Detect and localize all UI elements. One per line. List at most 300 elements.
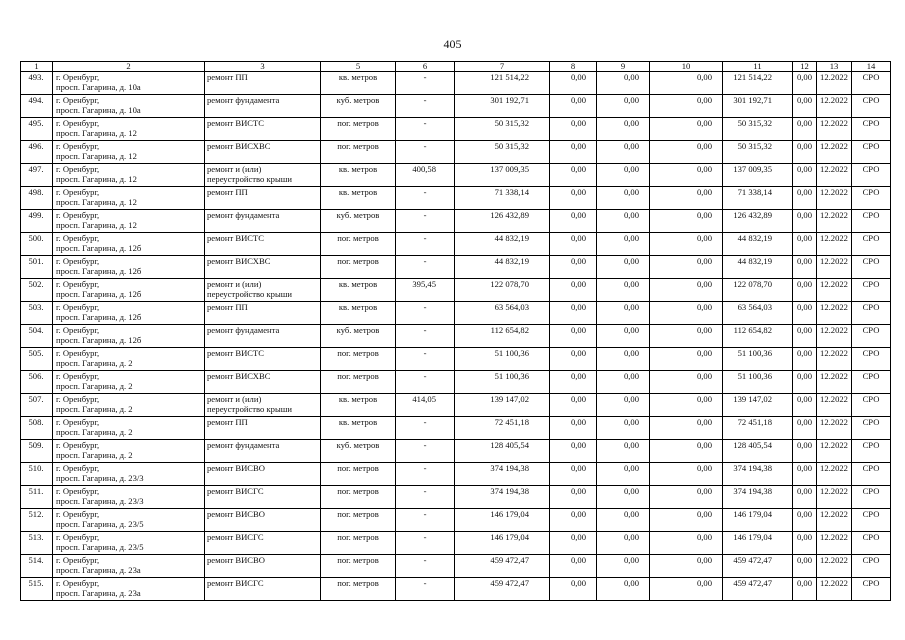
col12-cell: 0,00 (793, 256, 817, 279)
address-city: г. Оренбург, (56, 440, 100, 450)
col11-cell: 121 514,22 (723, 72, 793, 95)
address-city: г. Оренбург, (56, 118, 100, 128)
col12-cell: 0,00 (793, 555, 817, 578)
col10-cell: 0,00 (650, 210, 723, 233)
work-type-cell (205, 141, 321, 164)
row-number-cell: 512. (21, 509, 53, 532)
work-type-cell (205, 233, 321, 256)
date-cell: 12.2022 (817, 141, 852, 164)
address-city: г. Оренбург, (56, 302, 100, 312)
cost-cell: 50 315,32 (455, 118, 550, 141)
unit-cell: пог. метров (321, 532, 396, 555)
row-number-cell: 497. (21, 164, 53, 187)
row-number-cell: 515. (21, 578, 53, 601)
source-cell: СРО (852, 187, 891, 210)
column-header: 11 (723, 62, 793, 72)
col10-cell: 0,00 (650, 233, 723, 256)
source-cell: СРО (852, 325, 891, 348)
unit-cell: кв. метров (321, 417, 396, 440)
work-type-line1: ремонт ВИСТС (207, 118, 265, 128)
address-street: просп. Гагарина, д. 12б (56, 312, 142, 322)
col9-cell: 0,00 (597, 164, 650, 187)
table-row (21, 394, 891, 417)
address-city: г. Оренбург, (56, 72, 100, 82)
source-cell: СРО (852, 440, 891, 463)
col10-cell: 0,00 (650, 302, 723, 325)
address-street: просп. Гагарина, д. 2 (56, 404, 133, 414)
cost-cell: 374 194,38 (455, 463, 550, 486)
unit-cell: пог. метров (321, 555, 396, 578)
source-cell: СРО (852, 233, 891, 256)
source-cell: СРО (852, 532, 891, 555)
register-table (20, 61, 891, 601)
unit-cell: пог. метров (321, 509, 396, 532)
date-cell: 12.2022 (817, 210, 852, 233)
unit-cell: пог. метров (321, 463, 396, 486)
address-city: г. Оренбург, (56, 279, 100, 289)
address-street: просп. Гагарина, д. 12б (56, 335, 142, 345)
row-number-cell: 493. (21, 72, 53, 95)
col11-cell: 146 179,04 (723, 532, 793, 555)
col11-cell: 50 315,32 (723, 118, 793, 141)
row-number-cell: 514. (21, 555, 53, 578)
col8-cell: 0,00 (550, 532, 597, 555)
work-type-line1: ремонт ВИСГС (207, 486, 264, 496)
date-cell: 12.2022 (817, 164, 852, 187)
col11-cell: 63 564,03 (723, 302, 793, 325)
quantity-cell: - (396, 348, 455, 371)
address-city: г. Оренбург, (56, 509, 100, 519)
unit-cell: куб. метров (321, 325, 396, 348)
unit-cell: пог. метров (321, 141, 396, 164)
work-type-line1: ремонт ВИСВО (207, 555, 265, 565)
source-cell: СРО (852, 95, 891, 118)
unit-cell: пог. метров (321, 233, 396, 256)
col8-cell: 0,00 (550, 440, 597, 463)
quantity-cell: - (396, 509, 455, 532)
page-number: 405 (443, 37, 462, 51)
row-number-cell: 494. (21, 95, 53, 118)
col9-cell: 0,00 (597, 486, 650, 509)
address-city: г. Оренбург, (56, 394, 100, 404)
col9-cell: 0,00 (597, 279, 650, 302)
col11-cell: 459 472,47 (723, 578, 793, 601)
cost-cell: 50 315,32 (455, 141, 550, 164)
col8-cell: 0,00 (550, 417, 597, 440)
address-city: г. Оренбург, (56, 325, 100, 335)
address-cell (53, 141, 205, 164)
address-street: просп. Гагарина, д. 12 (56, 151, 137, 161)
work-type-line1: ремонт и (или) (207, 164, 262, 174)
column-header: 12 (793, 62, 817, 72)
col9-cell: 0,00 (597, 302, 650, 325)
table-body (21, 72, 891, 601)
col12-cell: 0,00 (793, 95, 817, 118)
cost-cell: 72 451,18 (455, 417, 550, 440)
col11-cell: 51 100,36 (723, 371, 793, 394)
col10-cell: 0,00 (650, 141, 723, 164)
quantity-cell: 400,58 (396, 164, 455, 187)
address-city: г. Оренбург, (56, 486, 100, 496)
column-header: 9 (597, 62, 650, 72)
col9-cell: 0,00 (597, 187, 650, 210)
col12-cell: 0,00 (793, 417, 817, 440)
col10-cell: 0,00 (650, 118, 723, 141)
quantity-cell: - (396, 118, 455, 141)
address-city: г. Оренбург, (56, 141, 100, 151)
address-street: просп. Гагарина, д. 12 (56, 220, 137, 230)
col11-cell: 50 315,32 (723, 141, 793, 164)
table-row (21, 486, 891, 509)
cost-cell: 137 009,35 (455, 164, 550, 187)
table-row (21, 72, 891, 95)
col10-cell: 0,00 (650, 555, 723, 578)
column-header: 6 (396, 62, 455, 72)
address-cell (53, 463, 205, 486)
work-type-cell (205, 72, 321, 95)
col8-cell: 0,00 (550, 371, 597, 394)
work-type-cell (205, 532, 321, 555)
row-number-cell: 503. (21, 302, 53, 325)
cost-cell: 139 147,02 (455, 394, 550, 417)
address-cell (53, 532, 205, 555)
address-cell (53, 164, 205, 187)
col12-cell: 0,00 (793, 486, 817, 509)
table-row (21, 187, 891, 210)
work-type-cell (205, 210, 321, 233)
unit-cell: кв. метров (321, 394, 396, 417)
address-city: г. Оренбург, (56, 95, 100, 105)
address-city: г. Оренбург, (56, 233, 100, 243)
cost-cell: 459 472,47 (455, 578, 550, 601)
row-number-cell: 502. (21, 279, 53, 302)
cost-cell: 44 832,19 (455, 256, 550, 279)
cost-cell: 122 078,70 (455, 279, 550, 302)
cost-cell: 374 194,38 (455, 486, 550, 509)
col8-cell: 0,00 (550, 578, 597, 601)
col10-cell: 0,00 (650, 348, 723, 371)
col11-cell: 72 451,18 (723, 417, 793, 440)
cost-cell: 459 472,47 (455, 555, 550, 578)
col11-cell: 137 009,35 (723, 164, 793, 187)
column-header: 3 (205, 62, 321, 72)
col11-cell: 459 472,47 (723, 555, 793, 578)
source-cell: СРО (852, 394, 891, 417)
address-cell (53, 555, 205, 578)
date-cell: 12.2022 (817, 532, 852, 555)
col10-cell: 0,00 (650, 417, 723, 440)
col8-cell: 0,00 (550, 164, 597, 187)
address-cell (53, 118, 205, 141)
col9-cell: 0,00 (597, 348, 650, 371)
col12-cell: 0,00 (793, 302, 817, 325)
work-type-line1: ремонт ПП (207, 72, 248, 82)
quantity-cell: - (396, 440, 455, 463)
work-type-line2: переустройство крыши (207, 174, 292, 184)
address-street: просп. Гагарина, д. 12 (56, 174, 137, 184)
column-number-row (21, 62, 891, 72)
col10-cell: 0,00 (650, 578, 723, 601)
table-row (21, 141, 891, 164)
address-cell (53, 187, 205, 210)
cost-cell: 112 654,82 (455, 325, 550, 348)
row-number-cell: 506. (21, 371, 53, 394)
col11-cell: 44 832,19 (723, 233, 793, 256)
table-row (21, 417, 891, 440)
column-header: 13 (817, 62, 852, 72)
column-header: 8 (550, 62, 597, 72)
row-number-cell: 508. (21, 417, 53, 440)
col10-cell: 0,00 (650, 279, 723, 302)
unit-cell: кв. метров (321, 187, 396, 210)
source-cell: СРО (852, 371, 891, 394)
unit-cell: кв. метров (321, 164, 396, 187)
cost-cell: 51 100,36 (455, 348, 550, 371)
table-row (21, 302, 891, 325)
address-street: просп. Гагарина, д. 12б (56, 243, 142, 253)
col9-cell: 0,00 (597, 371, 650, 394)
table-row (21, 95, 891, 118)
col8-cell: 0,00 (550, 302, 597, 325)
source-cell: СРО (852, 72, 891, 95)
date-cell: 12.2022 (817, 440, 852, 463)
quantity-cell: - (396, 371, 455, 394)
work-type-line1: ремонт ПП (207, 302, 248, 312)
address-city: г. Оренбург, (56, 417, 100, 427)
row-number-cell: 498. (21, 187, 53, 210)
row-number-cell: 500. (21, 233, 53, 256)
col12-cell: 0,00 (793, 118, 817, 141)
unit-cell: куб. метров (321, 210, 396, 233)
table-row (21, 325, 891, 348)
table-row (21, 118, 891, 141)
col12-cell: 0,00 (793, 509, 817, 532)
row-number-cell: 510. (21, 463, 53, 486)
date-cell: 12.2022 (817, 348, 852, 371)
address-cell (53, 348, 205, 371)
quantity-cell: - (396, 417, 455, 440)
work-type-line1: ремонт ПП (207, 187, 248, 197)
table-row (21, 509, 891, 532)
date-cell: 12.2022 (817, 578, 852, 601)
source-cell: СРО (852, 164, 891, 187)
address-street: просп. Гагарина, д. 23/5 (56, 542, 144, 552)
address-city: г. Оренбург, (56, 463, 100, 473)
col9-cell: 0,00 (597, 532, 650, 555)
col12-cell: 0,00 (793, 463, 817, 486)
column-header: 14 (852, 62, 891, 72)
address-street: просп. Гагарина, д. 23/5 (56, 519, 144, 529)
row-number-cell: 496. (21, 141, 53, 164)
cost-cell: 146 179,04 (455, 532, 550, 555)
col8-cell: 0,00 (550, 279, 597, 302)
col8-cell: 0,00 (550, 555, 597, 578)
col11-cell: 146 179,04 (723, 509, 793, 532)
address-cell (53, 233, 205, 256)
work-type-cell (205, 302, 321, 325)
address-city: г. Оренбург, (56, 256, 100, 266)
source-cell: СРО (852, 118, 891, 141)
cost-cell: 126 432,89 (455, 210, 550, 233)
row-number-cell: 513. (21, 532, 53, 555)
work-type-cell (205, 578, 321, 601)
work-type-cell (205, 118, 321, 141)
unit-cell: кв. метров (321, 302, 396, 325)
table-row (21, 578, 891, 601)
unit-cell: пог. метров (321, 256, 396, 279)
work-type-line1: ремонт и (или) (207, 279, 262, 289)
address-cell (53, 279, 205, 302)
table-row (21, 210, 891, 233)
col9-cell: 0,00 (597, 578, 650, 601)
work-type-cell (205, 463, 321, 486)
table-row (21, 532, 891, 555)
col11-cell: 301 192,71 (723, 95, 793, 118)
column-header: 5 (321, 62, 396, 72)
source-cell: СРО (852, 256, 891, 279)
date-cell: 12.2022 (817, 371, 852, 394)
cost-cell: 71 338,14 (455, 187, 550, 210)
date-cell: 12.2022 (817, 233, 852, 256)
unit-cell: пог. метров (321, 118, 396, 141)
date-cell: 12.2022 (817, 509, 852, 532)
cost-cell: 51 100,36 (455, 371, 550, 394)
col10-cell: 0,00 (650, 486, 723, 509)
col12-cell: 0,00 (793, 348, 817, 371)
source-cell: СРО (852, 509, 891, 532)
address-city: г. Оренбург, (56, 348, 100, 358)
source-cell: СРО (852, 486, 891, 509)
date-cell: 12.2022 (817, 394, 852, 417)
column-header: 7 (455, 62, 550, 72)
work-type-line2: переустройство крыши (207, 404, 292, 414)
address-street: просп. Гагарина, д. 12 (56, 197, 137, 207)
work-type-line1: ремонт ВИСХВС (207, 371, 271, 381)
column-header: 2 (53, 62, 205, 72)
quantity-cell: - (396, 210, 455, 233)
source-cell: СРО (852, 141, 891, 164)
col11-cell: 112 654,82 (723, 325, 793, 348)
unit-cell: кв. метров (321, 279, 396, 302)
address-street: просп. Гагарина, д. 23/3 (56, 473, 144, 483)
date-cell: 12.2022 (817, 256, 852, 279)
work-type-line1: ремонт ВИСХВС (207, 256, 271, 266)
col11-cell: 374 194,38 (723, 486, 793, 509)
col12-cell: 0,00 (793, 578, 817, 601)
table-row (21, 555, 891, 578)
date-cell: 12.2022 (817, 118, 852, 141)
cost-cell: 128 405,54 (455, 440, 550, 463)
address-street: просп. Гагарина, д. 10а (56, 82, 141, 92)
source-cell: СРО (852, 279, 891, 302)
col11-cell: 139 147,02 (723, 394, 793, 417)
col10-cell: 0,00 (650, 371, 723, 394)
address-cell (53, 371, 205, 394)
col9-cell: 0,00 (597, 118, 650, 141)
col8-cell: 0,00 (550, 256, 597, 279)
work-type-line1: ремонт ВИСВО (207, 509, 265, 519)
address-street: просп. Гагарина, д. 10а (56, 105, 141, 115)
source-cell: СРО (852, 302, 891, 325)
address-street: просп. Гагарина, д. 23а (56, 588, 141, 598)
address-city: г. Оренбург, (56, 532, 100, 542)
work-type-line1: ремонт ВИСГС (207, 532, 264, 542)
table-row (21, 463, 891, 486)
address-cell (53, 394, 205, 417)
row-number-cell: 505. (21, 348, 53, 371)
col8-cell: 0,00 (550, 394, 597, 417)
table-row (21, 371, 891, 394)
col8-cell: 0,00 (550, 463, 597, 486)
column-header: 10 (650, 62, 723, 72)
table-row (21, 256, 891, 279)
work-type-line1: ремонт ВИСВО (207, 463, 265, 473)
col9-cell: 0,00 (597, 95, 650, 118)
unit-cell: куб. метров (321, 95, 396, 118)
work-type-cell (205, 325, 321, 348)
row-number-cell: 501. (21, 256, 53, 279)
address-street: просп. Гагарина, д. 2 (56, 427, 133, 437)
unit-cell: пог. метров (321, 348, 396, 371)
row-number-cell: 511. (21, 486, 53, 509)
col10-cell: 0,00 (650, 463, 723, 486)
quantity-cell: - (396, 486, 455, 509)
address-street: просп. Гагарина, д. 23а (56, 565, 141, 575)
col10-cell: 0,00 (650, 325, 723, 348)
work-type-line1: ремонт фундамента (207, 325, 280, 335)
quantity-cell: - (396, 578, 455, 601)
col10-cell: 0,00 (650, 440, 723, 463)
col9-cell: 0,00 (597, 72, 650, 95)
address-city: г. Оренбург, (56, 164, 100, 174)
col11-cell: 128 405,54 (723, 440, 793, 463)
col8-cell: 0,00 (550, 233, 597, 256)
col9-cell: 0,00 (597, 555, 650, 578)
col11-cell: 71 338,14 (723, 187, 793, 210)
address-cell (53, 486, 205, 509)
quantity-cell: - (396, 325, 455, 348)
address-city: г. Оренбург, (56, 555, 100, 565)
col9-cell: 0,00 (597, 463, 650, 486)
source-cell: СРО (852, 348, 891, 371)
quantity-cell: 414,05 (396, 394, 455, 417)
work-type-cell (205, 256, 321, 279)
work-type-cell (205, 348, 321, 371)
work-type-cell (205, 279, 321, 302)
date-cell: 12.2022 (817, 302, 852, 325)
address-city: г. Оренбург, (56, 187, 100, 197)
row-number-cell: 504. (21, 325, 53, 348)
quantity-cell: - (396, 95, 455, 118)
col11-cell: 122 078,70 (723, 279, 793, 302)
date-cell: 12.2022 (817, 486, 852, 509)
unit-cell: пог. метров (321, 371, 396, 394)
cost-cell: 301 192,71 (455, 95, 550, 118)
col9-cell: 0,00 (597, 256, 650, 279)
work-type-line1: ремонт ВИСХВС (207, 141, 271, 151)
work-type-line1: ремонт фундамента (207, 210, 280, 220)
work-type-line1: ремонт ВИСГС (207, 578, 264, 588)
col8-cell: 0,00 (550, 187, 597, 210)
address-city: г. Оренбург, (56, 371, 100, 381)
col9-cell: 0,00 (597, 417, 650, 440)
address-street: просп. Гагарина, д. 2 (56, 381, 133, 391)
address-cell (53, 72, 205, 95)
address-cell (53, 440, 205, 463)
source-cell: СРО (852, 555, 891, 578)
cost-cell: 121 514,22 (455, 72, 550, 95)
address-cell (53, 578, 205, 601)
